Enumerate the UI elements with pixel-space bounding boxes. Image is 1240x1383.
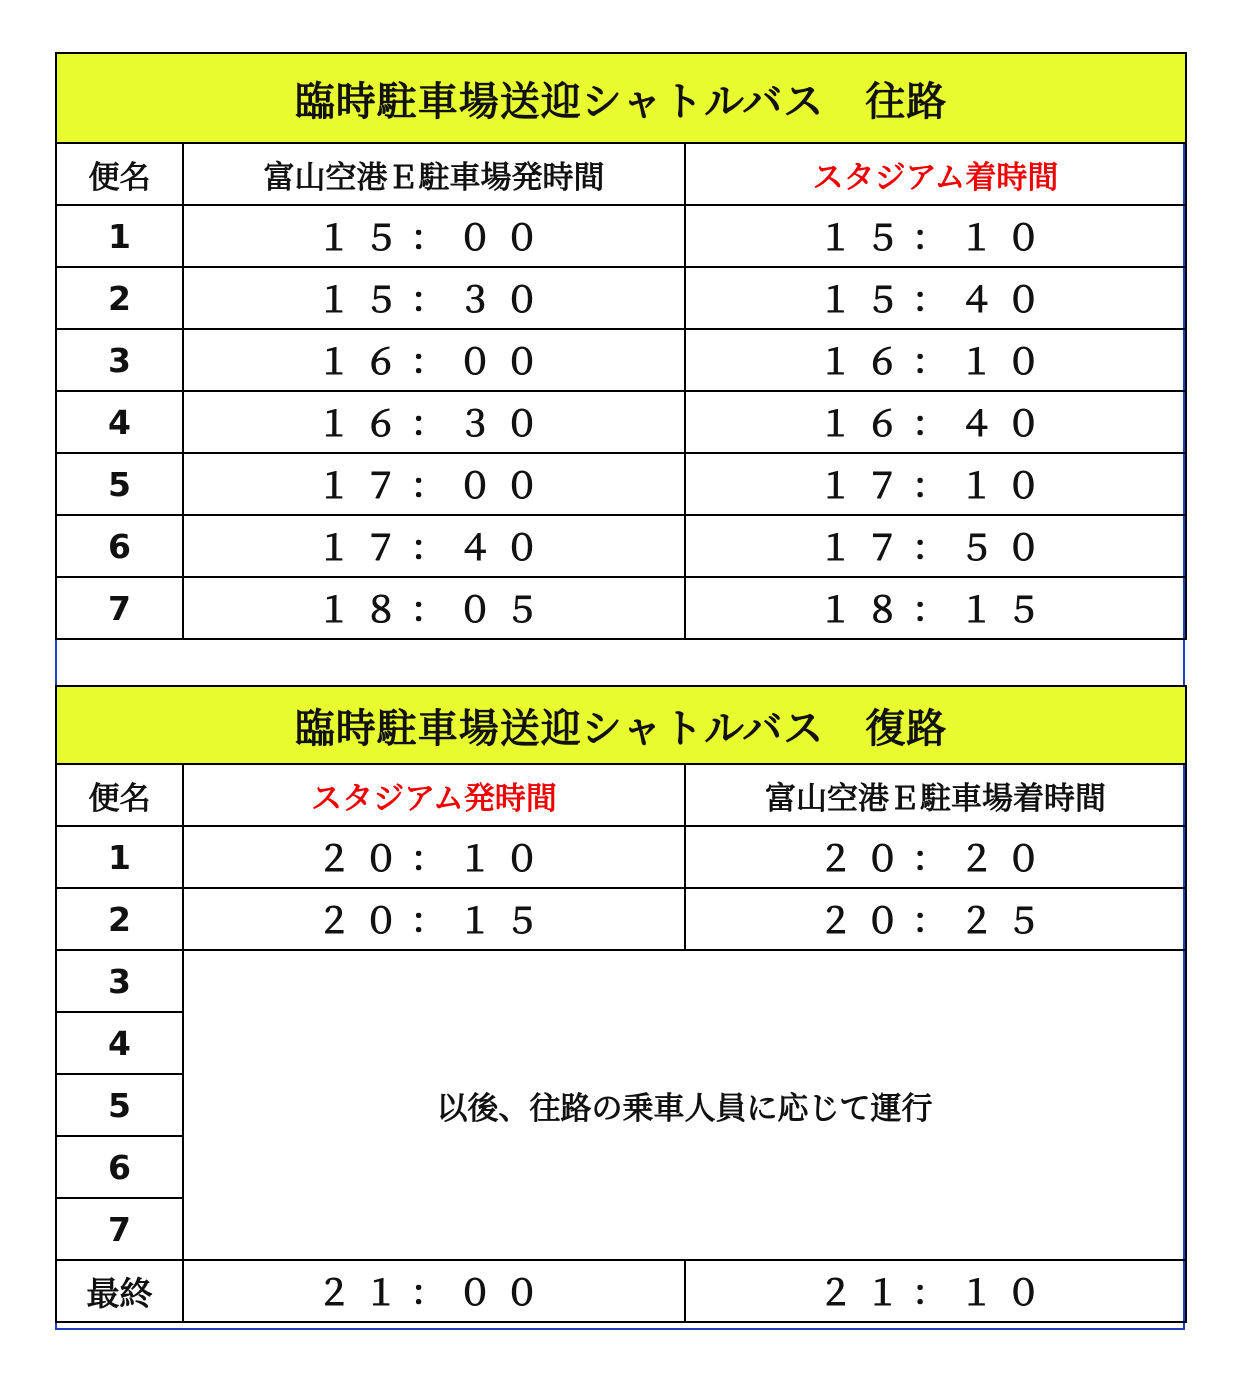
table-row bbox=[56, 329, 1186, 391]
header-trip-name: 便名 bbox=[56, 764, 183, 826]
header-stadium-departure: スタジアム発時間 bbox=[183, 764, 685, 826]
outbound-title: 臨時駐車場送迎シャトルバス 往路 bbox=[56, 53, 1186, 143]
table-row bbox=[56, 950, 1186, 1012]
outbound-table bbox=[55, 52, 1187, 640]
table-row bbox=[56, 391, 1186, 453]
trip-number: 2 bbox=[56, 267, 183, 329]
final-trip-label: 最終 bbox=[56, 1260, 183, 1322]
trip-number: 5 bbox=[56, 453, 183, 515]
departure-time: １５：３０ bbox=[183, 267, 685, 329]
final-arrival-time: ２１：１０ bbox=[685, 1260, 1186, 1322]
trip-number: 1 bbox=[56, 826, 183, 888]
arrival-time: １５：４０ bbox=[685, 267, 1186, 329]
trip-number: 3 bbox=[56, 950, 183, 1012]
trip-number: 6 bbox=[56, 1136, 183, 1198]
departure-time: ２０：１５ bbox=[183, 888, 685, 950]
departure-time: ２０：１０ bbox=[183, 826, 685, 888]
departure-time: １７：４０ bbox=[183, 515, 685, 577]
header-airport-arrival: 富山空港Ｅ駐車場着時間 bbox=[685, 764, 1186, 826]
trip-number: 4 bbox=[56, 391, 183, 453]
header-trip-name: 便名 bbox=[56, 143, 183, 205]
table-row bbox=[56, 205, 1186, 267]
table-row bbox=[56, 888, 1186, 950]
arrival-time: １６：４０ bbox=[685, 391, 1186, 453]
trip-number: 5 bbox=[56, 1074, 183, 1136]
trip-number: 1 bbox=[56, 205, 183, 267]
table-row bbox=[56, 826, 1186, 888]
table-row bbox=[56, 1260, 1186, 1322]
trip-number: 4 bbox=[56, 1012, 183, 1074]
trip-number: 7 bbox=[56, 1198, 183, 1260]
arrival-time: １６：１０ bbox=[685, 329, 1186, 391]
table-row bbox=[56, 453, 1186, 515]
departure-time: １８：０５ bbox=[183, 577, 685, 639]
trip-number: 7 bbox=[56, 577, 183, 639]
departure-time: １６：００ bbox=[183, 329, 685, 391]
header-airport-departure: 富山空港Ｅ駐車場発時間 bbox=[183, 143, 685, 205]
arrival-time: １８：１５ bbox=[685, 577, 1186, 639]
arrival-time: １５：１０ bbox=[685, 205, 1186, 267]
arrival-time: １７：１０ bbox=[685, 453, 1186, 515]
trip-number: 3 bbox=[56, 329, 183, 391]
table-row bbox=[56, 515, 1186, 577]
inbound-table bbox=[55, 685, 1187, 1323]
departure-time: １５：００ bbox=[183, 205, 685, 267]
arrival-time: １７：５０ bbox=[685, 515, 1186, 577]
departure-time: １６：３０ bbox=[183, 391, 685, 453]
departure-time: １７：００ bbox=[183, 453, 685, 515]
arrival-time: ２０：２０ bbox=[685, 826, 1186, 888]
table-row bbox=[56, 267, 1186, 329]
inbound-title: 臨時駐車場送迎シャトルバス 復路 bbox=[56, 686, 1186, 764]
arrival-time: ２０：２５ bbox=[685, 888, 1186, 950]
final-departure-time: ２１：００ bbox=[183, 1260, 685, 1322]
table-row bbox=[56, 577, 1186, 639]
trip-number: 6 bbox=[56, 515, 183, 577]
operation-note: 以後、往路の乗車人員に応じて運行 bbox=[183, 950, 1186, 1260]
trip-number: 2 bbox=[56, 888, 183, 950]
header-stadium-arrival: スタジアム着時間 bbox=[685, 143, 1186, 205]
